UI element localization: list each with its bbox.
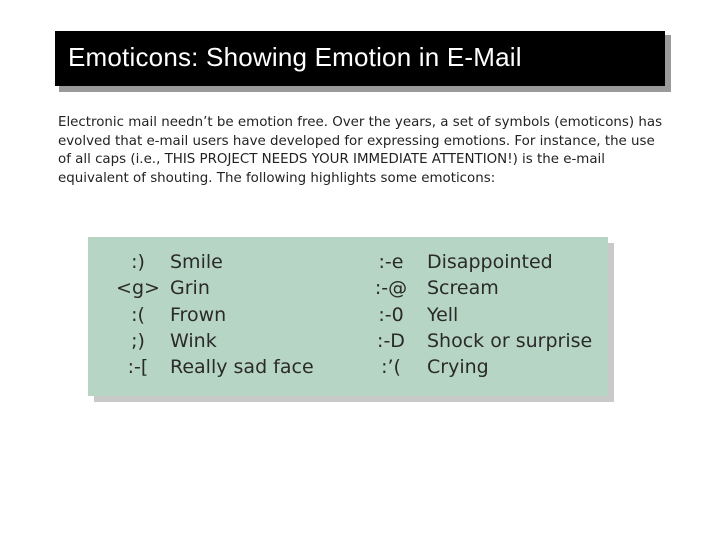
emoticon-row (88, 356, 608, 382)
emoticon-symbol: :-0 (378, 303, 404, 326)
emoticon-meaning: Crying (427, 356, 489, 379)
emoticon-meaning: Disappointed (427, 251, 553, 273)
emoticon-row (88, 330, 608, 356)
intro-line: evolved that e-mail users have developed for expressing emotions. For instance, the use (58, 133, 655, 149)
title-bar (55, 31, 665, 86)
emoticon-meaning: Yell (427, 303, 459, 326)
emoticon-row (88, 251, 608, 277)
emoticon-symbol: :-@ (374, 277, 408, 300)
emoticon-meaning: Scream (427, 277, 499, 300)
emoticon-meaning: Shock or surprise (427, 329, 593, 352)
emoticon-meaning: Smile (170, 251, 223, 273)
emoticon-box (88, 237, 608, 396)
emoticon-row (88, 304, 608, 330)
emoticon-symbol: :-D (377, 329, 405, 352)
emoticon-symbol: <g> (116, 277, 160, 300)
emoticon-meaning: Frown (170, 303, 227, 326)
emoticon-symbol: ;) (131, 329, 145, 352)
slide-title: Emoticons: Showing Emotion in E-Mail (68, 42, 522, 72)
intro-line: equivalent of shouting. The following highlights some emoticons: (58, 170, 496, 186)
emoticon-symbol: :( (131, 303, 145, 326)
emoticon-row (88, 277, 608, 303)
intro-line: Electronic mail needn’t be emotion free. Over the years, a set of symbols (emoticons) has (58, 115, 663, 130)
emoticon-meaning: Grin (170, 277, 210, 300)
emoticon-symbol: :-[ (127, 356, 149, 379)
intro-paragraph (58, 114, 668, 188)
emoticon-meaning: Wink (170, 329, 217, 352)
emoticon-table (88, 251, 608, 382)
emoticon-symbol: :’( (381, 356, 401, 379)
emoticon-meaning: Really sad face (170, 356, 314, 379)
intro-line: of all caps (i.e., THIS PROJECT NEEDS YOUR IMMEDIATE ATTENTION!) is the e-mail (58, 152, 605, 167)
emoticon-symbol: :) (131, 251, 145, 273)
emoticon-symbol: :-e (378, 251, 404, 273)
